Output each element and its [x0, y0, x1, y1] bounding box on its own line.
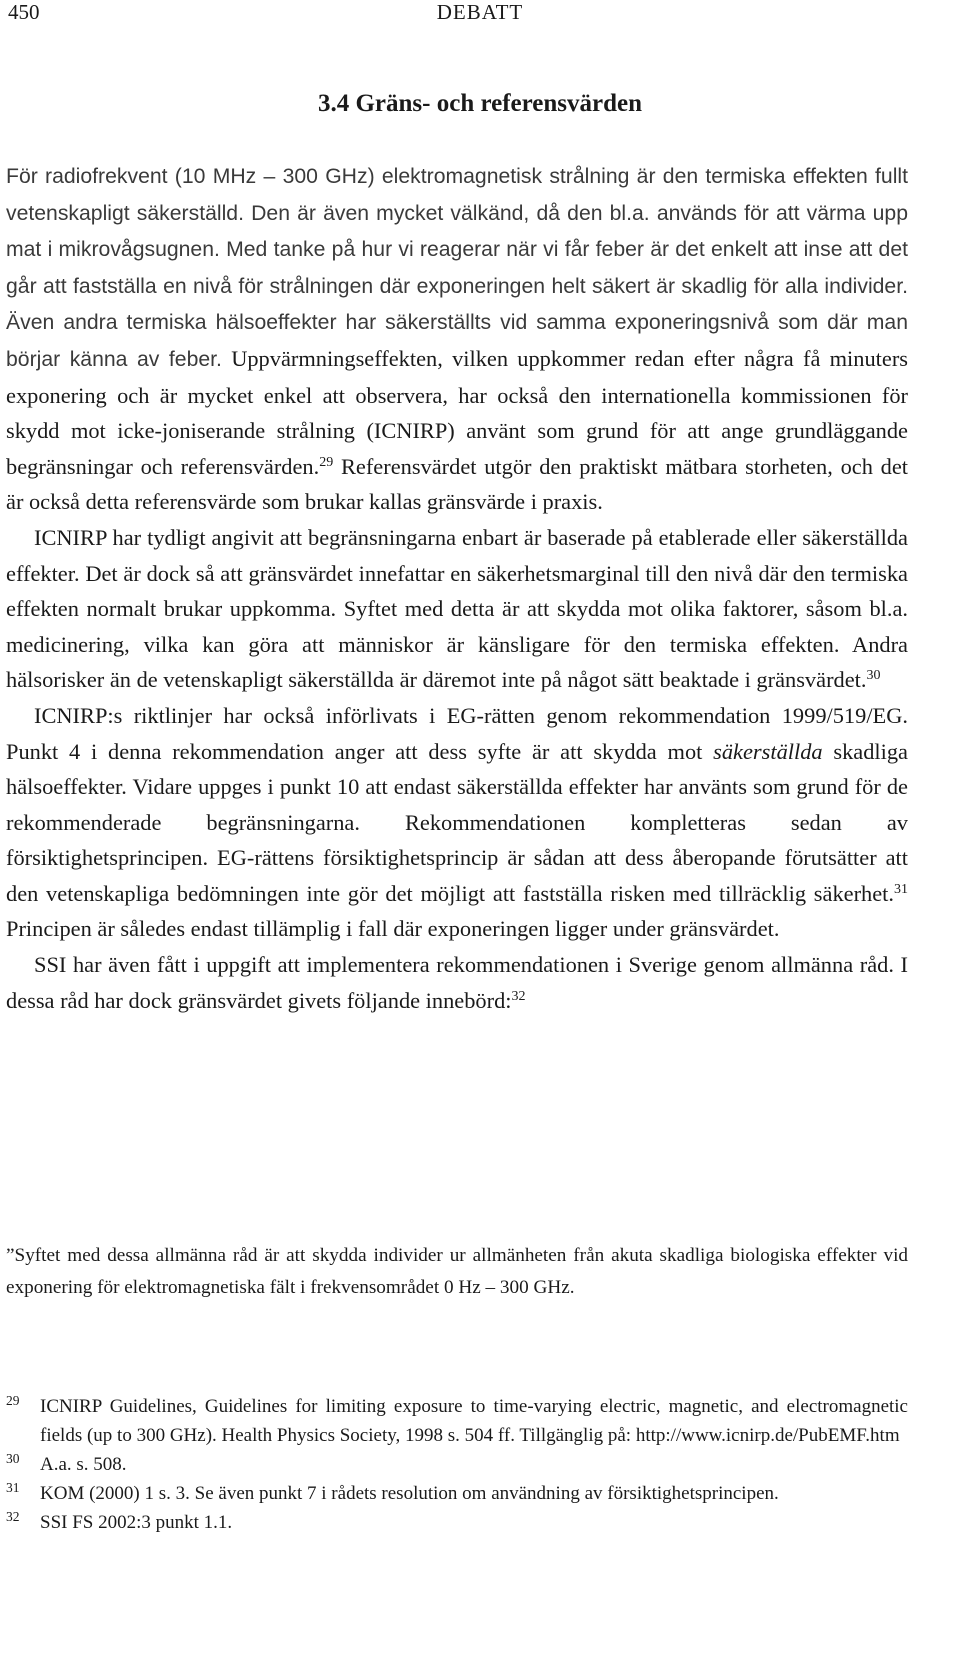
block-quote: ”Syftet med dessa allmänna råd är att skydda individer ur allmänheten från akuta skadliga biologiska effekter vid exponering för elektromagnetiska fält i frekvensområdet 0 Hz – 300 GHz.	[6, 1245, 908, 1298]
footnote-number: 31	[6, 1480, 20, 1495]
footnote-ref-30[interactable]: 30	[866, 668, 881, 684]
body-text	[6, 158, 908, 1018]
footnote-number: 30	[6, 1451, 20, 1466]
footnote-text: ICNIRP Guidelines, Guidelines for limiting exposure to time-varying electric, magnetic, and electromagnetic fields (up to 300 GHz). Health Physics Society, 1998 s. 504 ff. Tillgänglig på: http://www.icnirp.de/PubEMF.htm	[40, 1396, 908, 1446]
footnote-30	[6, 1450, 908, 1479]
paragraph-3-text-a: ICNIRP:s riktlinjer har också införlivats i EG-rätten genom rekommendation 1999/519/EG. Punkt 4 i denna rekommendation anger att dess syfte är att skydda mot	[6, 702, 908, 764]
footnote-ref-31[interactable]: 31	[894, 881, 908, 897]
footnote-ref-32[interactable]: 32	[511, 988, 526, 1004]
paragraph-3-text-c: Principen är således endast tillämplig i fall där exponeringen ligger under gränsvärdet.	[6, 916, 780, 942]
paragraph-3-emphasis: säkerställda	[713, 738, 823, 764]
paragraph-4-text: SSI har även fått i uppgift att implementera rekommendationen i Sverige genom allmänna råd. I dessa råd har dock gränsvärdet givets följande innebörd:	[6, 952, 908, 1013]
paragraph-4	[6, 947, 908, 1018]
footnote-text: SSI FS 2002:3 punkt 1.1.	[40, 1512, 233, 1533]
paragraph-1	[6, 158, 908, 520]
section-title: 3.4 Gräns- och referensvärden	[317, 90, 643, 117]
footnotes	[6, 1392, 908, 1537]
footnote-32	[6, 1508, 908, 1537]
paragraph-2	[6, 520, 908, 698]
paragraph-1-sans-part: För radiofrekvent (10 MHz – 300 GHz) elektromagnetisk strålning är den termiska effekten fullt vetenskapligt säkerställd. Den är även mycket välkänd, då den bl.a. används för att värma upp mat i mikrovågsugnen. Med tanke på hur vi reagerar när vi får feber är det enkelt att inse att det går att fastställa en nivå för strålningen där exponeringen helt säkert är skadlig för alla individer. Även andra termiska hälsoeffekter har säkerställts vid samma exponeringsnivå som där man börjar känna av feber.	[6, 165, 908, 371]
footnote-number: 32	[6, 1509, 20, 1524]
footnote-ref-29[interactable]: 29	[319, 454, 334, 470]
paragraph-3	[6, 698, 908, 947]
footnote-29	[6, 1392, 908, 1450]
page-number: 450	[8, 0, 40, 24]
paragraph-1-serif-part: Uppvärmningseffekten, vilken uppkommer redan efter några få minuters exponering och är mycket enkel att observera, har också den internationella kommissionen för skydd mot icke-joniserande strålning (ICNIRP) använt som grund för att ange grundläggande begränsningar och referensvärden.	[6, 345, 908, 479]
paragraph-2-text: ICNIRP har tydligt angivit att begränsningarna enbart är baserade på etablerade eller säkerställda effekter. Det är dock så att gränsvärdet innefattar en säkerhetsmarginal till den nivå där den termiska effekten normalt brukar uppkomma. Syftet med detta är att skydda mot olika faktorer, såsom bl.a. medicinering, vilka kan göra att människor är känsligare för den termiska effekten. Andra hälsorisker än de vetenskapligt säkerställda är däremot inte på något sätt beaktade i gränsvärdet.	[6, 524, 908, 693]
paragraph-1-end: Referensvärdet utgör den praktiskt mätbara storheten, och det är också detta referensvärde som brukar kallas gränsvärde i praxis.	[6, 453, 908, 515]
footnote-text: A.a. s. 508.	[40, 1454, 127, 1475]
running-title: DEBATT	[436, 0, 524, 24]
footnote-text: KOM (2000) 1 s. 3. Se även punkt 7 i rådets resolution om användning av försiktighetsprincipen.	[40, 1483, 779, 1504]
running-header	[8, 0, 952, 26]
footnote-number: 29	[6, 1393, 20, 1408]
paragraph-3-text-b: skadliga hälsoeffekter. Vidare uppges i punkt 10 att endast säkerställda effekter har använts som grund för de rekommenderade begränsningarna. Rekommendationen kompletteras sedan av försiktighetsprincipen. EG-rättens försiktighetsprincip är sådan att dess åberopande förutsätter att den vetenskapliga bedömningen inte gör det möjligt att fastställa risken med tillräcklig säkerhet.	[6, 738, 908, 906]
footnote-31	[6, 1479, 908, 1508]
